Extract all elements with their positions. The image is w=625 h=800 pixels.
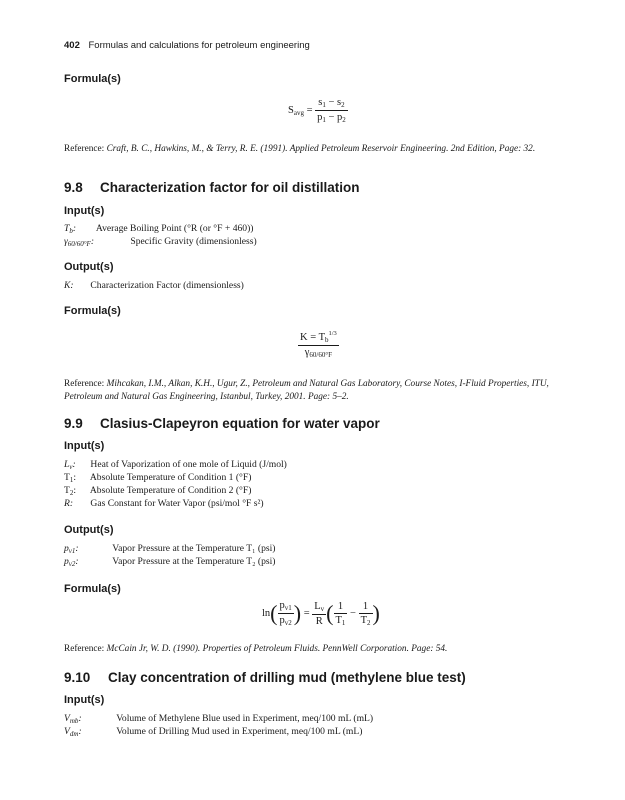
formula-s-avg: Savg = $\frac{s1 - s2}{p1 - p2}$	[288, 97, 346, 124]
s99-input-t2: $T_2$: Absolute Temperature of Condition 2 (°F)	[64, 485, 252, 497]
s910-input-vdm: $V_{dm}$: Volume of Drilling Mud used in Experiment, meq/100 mL (mL)	[64, 726, 363, 738]
s910-inputs-heading: Input(s)	[64, 694, 105, 706]
s98-output-k: K: Characterization Factor (dimensionless)	[64, 280, 244, 291]
formula-clausius-clapeyron: ln( $\frac{pv1}{pv2}$ ) = $\frac{Lv}{R}$ ( $\frac{1}{T1}$ − $\frac{1}{T2}$ )	[262, 600, 380, 627]
reference-text: Mihcakan, I.M., Alkan, K.H., Ugur, Z., Petroleum and Natural Gas Laboratory, Course Notes, I-Fluid Properties, ITU, Petroleum and Natural Gas Engineering, Istanbul, Turkey, 2001. Page: 5–2.	[64, 379, 549, 402]
formula-heading: Formula(s)	[64, 73, 121, 85]
s98-formula-heading: Formula(s)	[64, 305, 121, 317]
reference-craft	[64, 143, 570, 156]
section-9-9-heading: 9.9 Clasius-Clapeyron equation for water vapor	[64, 416, 380, 431]
formula-characterization-factor: $\frac{K = Tb^{1/3}}{\gamma 60/60^\circ F}$	[300, 330, 337, 359]
s99-input-r: R: Gas Constant for Water Vapor (psi/mol °F s²)	[64, 498, 264, 509]
running-header	[64, 40, 310, 51]
s99-formula-heading: Formula(s)	[64, 583, 121, 595]
s98-outputs-heading: Output(s)	[64, 261, 114, 273]
section-9-8-heading: 9.8 Characterization factor for oil distillation	[64, 180, 360, 195]
reference-label: Reference:	[64, 379, 105, 389]
reference-text: McCain Jr, W. D. (1990). Properties of Petroleum Fluids. PennWell Corporation. Page: 54.	[106, 644, 448, 654]
reference-label: Reference:	[64, 644, 105, 654]
s99-inputs-heading: Input(s)	[64, 440, 105, 452]
s99-input-t1: $T_1$: Absolute Temperature of Condition 1 (°F)	[64, 472, 252, 484]
reference-text: Craft, B. C., Hawkins, M., & Terry, R. E. (1991). Applied Petroleum Reservoir Engineering. 2nd Edition, Page: 32.	[106, 144, 536, 154]
s99-input-lv: $L_v$: Heat of Vaporization of one mole of Liquid (J/mol)	[64, 459, 287, 471]
reference-mccain	[64, 643, 570, 656]
reference-label: Reference:	[64, 144, 105, 154]
s98-input-gamma: $\gamma_{60/60^\circ F}$: Specific Gravity (dimensionless)	[64, 236, 257, 248]
s910-input-vmb: $V_{mb}$: Volume of Methylene Blue used in Experiment, meq/100 mL (mL)	[64, 713, 374, 725]
section-9-10-heading: 9.10 Clay concentration of drilling mud (methylene blue test)	[64, 670, 466, 685]
s98-input-tb: $T_b$: Average Boiling Point (°R (or °F + 460))	[64, 223, 254, 235]
s99-output-pv1: $p_{v1}$: Vapor Pressure at the Temperature T₁ (psi)	[64, 543, 276, 555]
page-number: 402	[64, 40, 80, 51]
reference-mihcakan	[64, 378, 570, 404]
running-title: Formulas and calculations for petroleum engineering	[88, 40, 310, 51]
s98-inputs-heading: Input(s)	[64, 205, 105, 217]
s99-outputs-heading: Output(s)	[64, 524, 114, 536]
s99-output-pv2: $p_{v2}$: Vapor Pressure at the Temperature T₂ (psi)	[64, 556, 276, 568]
